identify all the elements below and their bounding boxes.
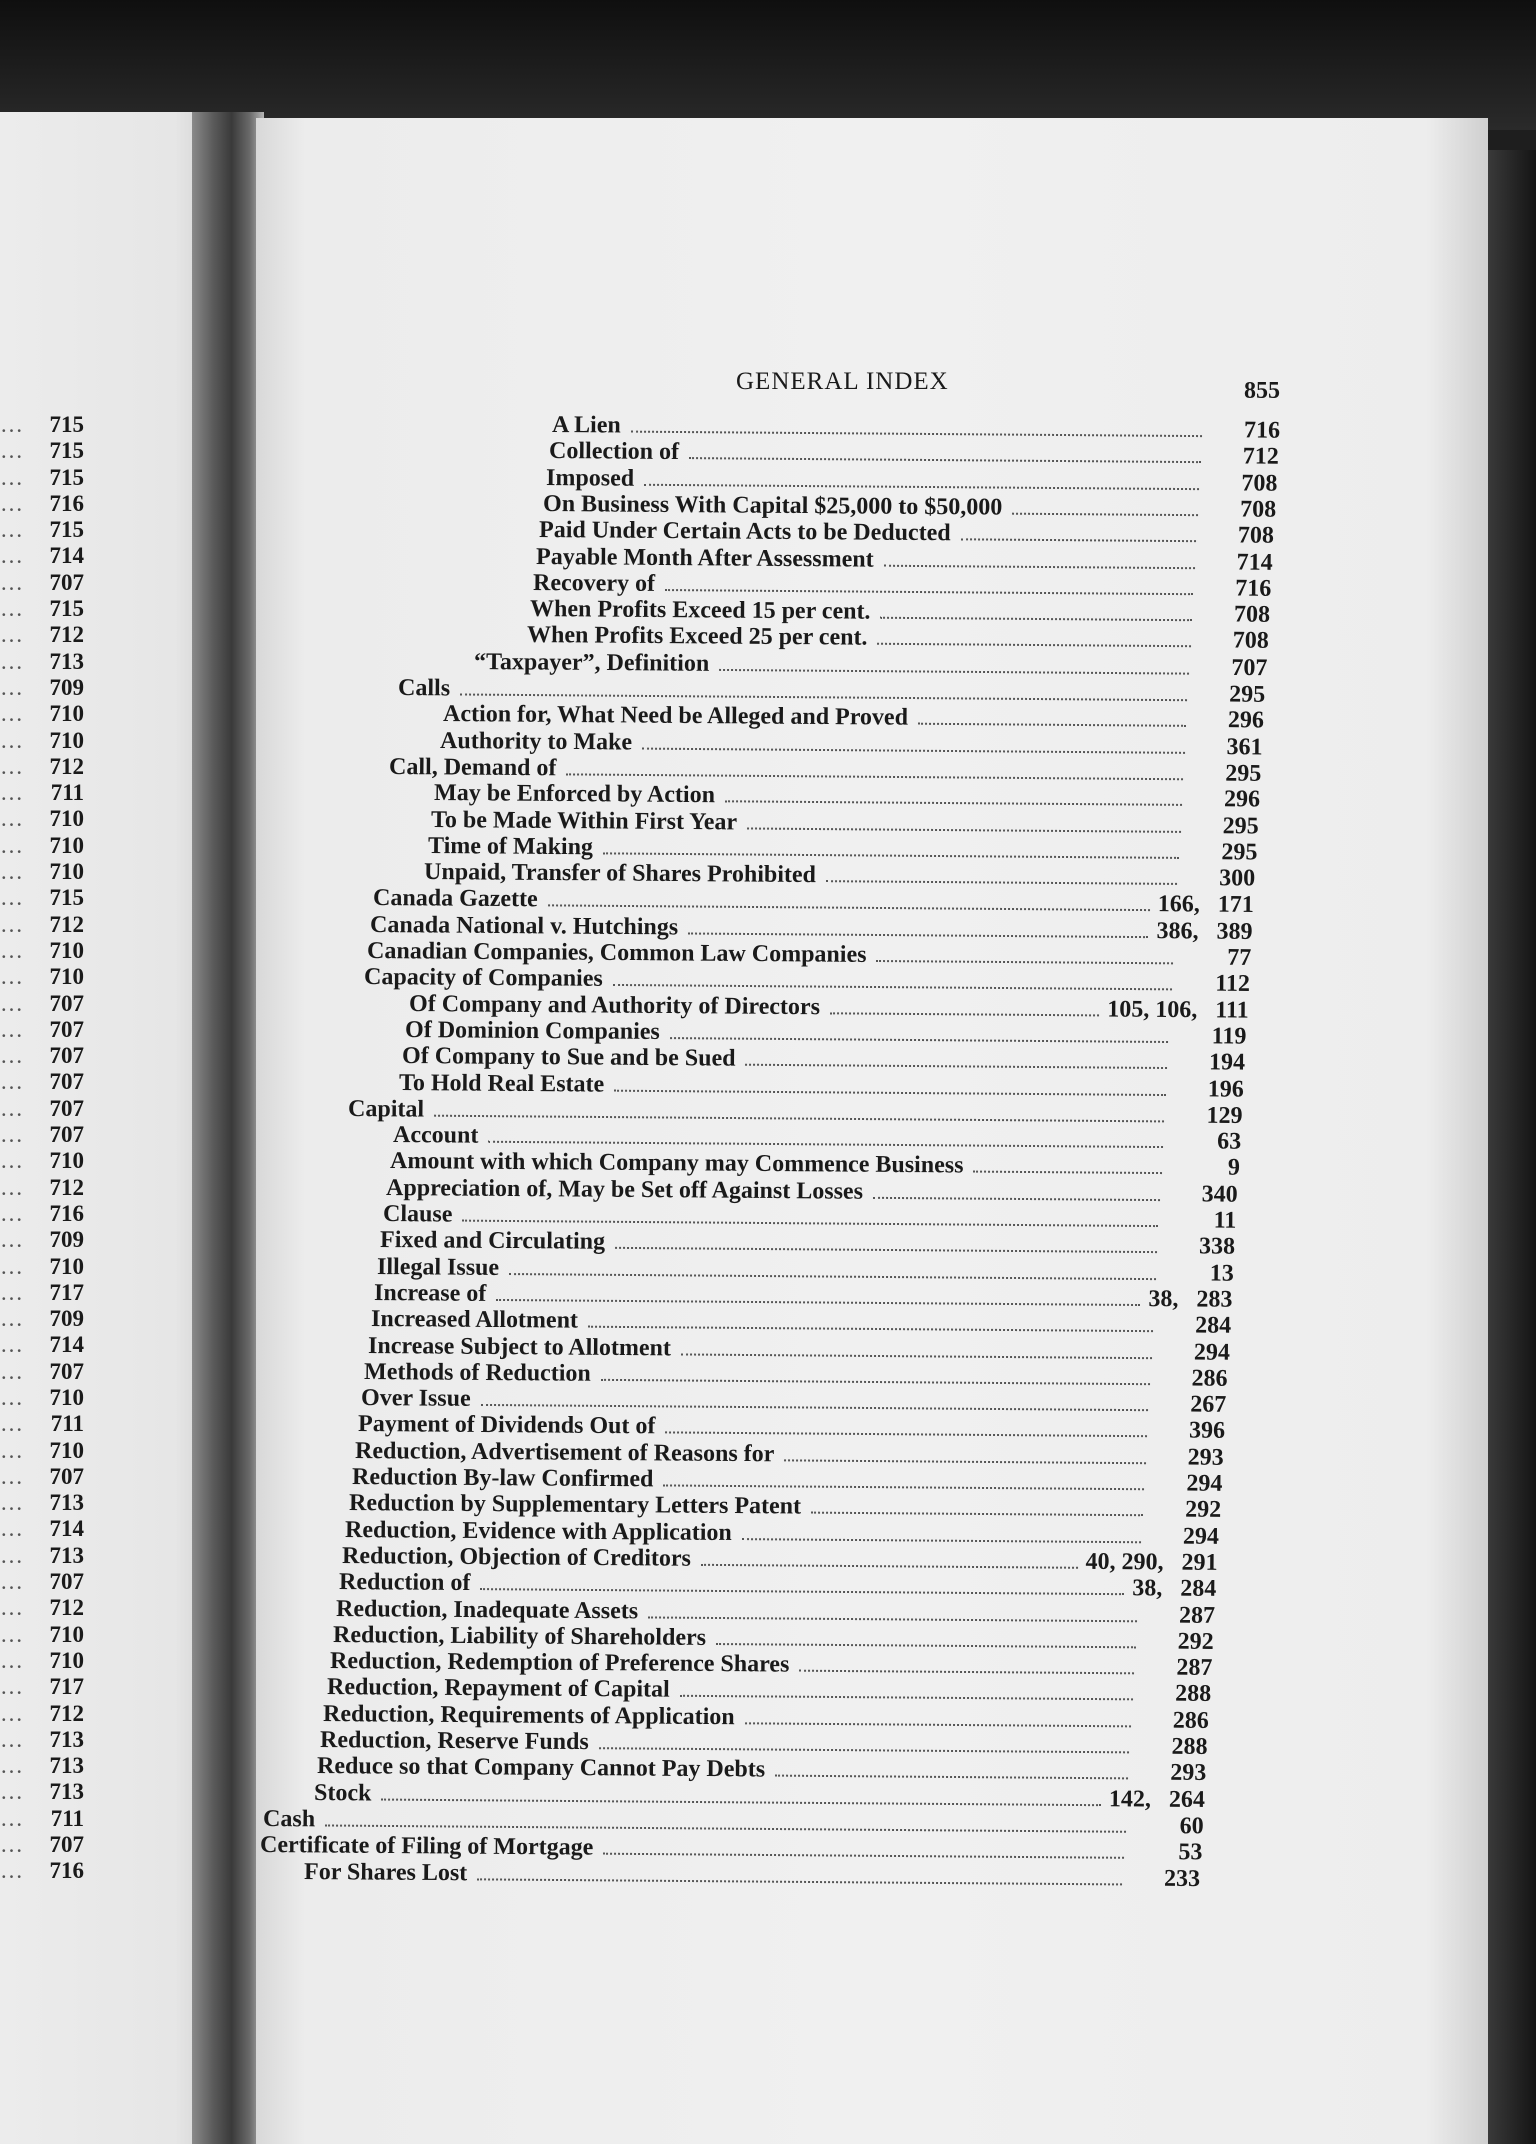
- index-term: Reduction, Objection of Creditors: [342, 1542, 692, 1572]
- dot-leader: [876, 960, 1173, 964]
- index-term: Payable Month After Assessment: [536, 543, 874, 573]
- left-page-ref: … 713: [0, 649, 84, 675]
- dot-leader: [381, 1798, 1101, 1806]
- left-page-ref: … 707: [0, 1043, 84, 1069]
- index-page-refs: 40, 290, 291: [1085, 1548, 1218, 1576]
- index-term: Recovery of: [533, 569, 656, 597]
- index-page-refs: 267: [1190, 1391, 1227, 1418]
- index-term: Methods of Reduction: [364, 1358, 592, 1387]
- index-term: Paid Under Certain Acts to be Deducted: [539, 517, 952, 547]
- dot-leader: [612, 984, 1171, 990]
- index-page-refs: 286: [1173, 1707, 1210, 1734]
- left-page-ref: … 717: [0, 1280, 84, 1306]
- index-term: Reduction, Inadequate Assets: [335, 1595, 639, 1624]
- dot-leader: [784, 1459, 1145, 1464]
- index-term: Imposed: [545, 464, 634, 492]
- dot-leader: [648, 1616, 1137, 1622]
- left-page-ref: … 710: [0, 1438, 84, 1464]
- left-page-ref: … 707: [0, 570, 84, 596]
- index-term: For Shares Lost: [304, 1858, 468, 1886]
- dot-leader: [460, 693, 1187, 701]
- left-page-ref: … 710: [0, 833, 84, 859]
- left-page-ref: … 713: [0, 1543, 84, 1569]
- index-page-refs: 294: [1193, 1338, 1230, 1366]
- dot-leader: [488, 1141, 1163, 1148]
- index-page-refs: 295: [1229, 681, 1266, 708]
- index-page-refs: 295: [1222, 812, 1259, 840]
- dot-leader: [603, 1853, 1124, 1859]
- left-page-ref: … 712: [0, 1175, 84, 1201]
- dot-leader: [742, 1538, 1141, 1543]
- dot-leader: [566, 773, 1183, 780]
- index-page-refs: 296: [1223, 786, 1260, 813]
- left-page-ref: … 712: [0, 622, 84, 648]
- left-page-ref: … 713: [0, 1727, 84, 1753]
- dot-leader: [599, 1747, 1130, 1753]
- left-page-ref: … 707: [0, 1464, 84, 1490]
- index-page-refs: 293: [1170, 1759, 1207, 1787]
- index-page-refs: 292: [1184, 1496, 1221, 1524]
- dot-leader: [663, 1484, 1144, 1490]
- index-term: Appreciation of, May be Set off Against Losses: [386, 1174, 864, 1205]
- index-page-refs: 708: [1239, 496, 1276, 523]
- index-term: Canada Gazette: [373, 885, 539, 913]
- index-term: Reduction, Requirements of Application: [323, 1700, 736, 1730]
- dot-leader: [601, 1379, 1150, 1385]
- index-term: May be Enforced by Action: [433, 780, 715, 809]
- left-page-ref: … 710: [0, 1148, 84, 1174]
- left-page-ref: … 714: [0, 543, 84, 569]
- left-page-ref: … 711: [0, 1411, 84, 1437]
- index-page-refs: 196: [1207, 1075, 1245, 1103]
- dot-leader: [961, 538, 1196, 542]
- left-page-ref: … 713: [0, 1779, 84, 1805]
- dot-leader: [873, 1197, 1160, 1201]
- dot-leader: [973, 1171, 1161, 1174]
- index-page-refs: 708: [1233, 601, 1271, 628]
- index-term: Reduction of: [339, 1569, 471, 1597]
- index-page-refs: 294: [1186, 1470, 1223, 1497]
- dot-leader: [775, 1775, 1128, 1780]
- index-term: Reduction by Supplementary Letters Patent: [348, 1490, 801, 1520]
- index-term: Unpaid, Transfer of Shares Prohibited: [424, 859, 817, 889]
- left-page-ref: … 716: [0, 1201, 84, 1227]
- left-page-ref: … 710: [0, 859, 84, 885]
- index-page-refs: 288: [1171, 1733, 1208, 1760]
- index-term: Collection of: [548, 438, 680, 466]
- index-page-refs: 60: [1179, 1813, 1204, 1840]
- left-page-ref: … 707: [0, 1017, 84, 1043]
- dot-leader: [481, 1588, 1125, 1595]
- index-page-refs: 300: [1219, 865, 1256, 892]
- index-page-refs: 286: [1191, 1365, 1229, 1392]
- left-page-ref: … 710: [0, 1254, 84, 1280]
- dot-leader: [884, 564, 1195, 568]
- dot-leader: [719, 669, 1189, 675]
- index-page-refs: 105, 106, 111: [1106, 996, 1249, 1024]
- index-term: Increase of: [373, 1279, 487, 1307]
- index-page-refs: 129: [1206, 1102, 1243, 1129]
- index-page-refs: 712: [1242, 443, 1279, 471]
- left-page-ref: … 707: [0, 1122, 84, 1148]
- left-page-ref: … 710: [0, 1648, 84, 1674]
- index-page-refs: 296: [1228, 707, 1265, 734]
- dot-leader: [826, 880, 1177, 885]
- left-page-ref: … 715: [0, 438, 84, 464]
- index-page-refs: 13: [1209, 1260, 1234, 1287]
- index-term: Reduction, Advertisement of Reasons for: [354, 1437, 775, 1467]
- index-term: Payment of Dividends Out of: [358, 1411, 656, 1440]
- index-term: Reduce so that Company Cannot Pay Debts: [317, 1753, 766, 1783]
- index-term: Capital: [347, 1095, 425, 1123]
- dot-leader: [918, 723, 1186, 727]
- left-page-ref: … 716: [0, 1858, 84, 1884]
- dot-leader: [434, 1114, 1164, 1122]
- index-page-refs: 119: [1212, 1023, 1247, 1050]
- index-term: Of Company and Authority of Directors: [408, 990, 820, 1020]
- left-page-ref: … 710: [0, 964, 84, 990]
- left-page-ref: … 709: [0, 675, 84, 701]
- dot-leader: [642, 747, 1185, 753]
- left-page-ref: … 710: [0, 728, 84, 754]
- left-page-ref: … 707: [0, 1069, 84, 1095]
- index-page-refs: 714: [1236, 549, 1273, 576]
- dot-leader: [688, 932, 1148, 938]
- index-term: Increase Subject to Allotment: [367, 1332, 671, 1361]
- dot-leader: [679, 1695, 1132, 1701]
- left-page-ref: … 711: [0, 780, 84, 806]
- index-page-refs: 716: [1243, 417, 1281, 444]
- dot-leader: [463, 1220, 1159, 1227]
- index-page-refs: 77: [1227, 944, 1252, 971]
- index-term: Illegal Issue: [377, 1253, 500, 1281]
- dot-leader: [481, 1404, 1149, 1411]
- index-term: Increased Allotment: [370, 1306, 578, 1334]
- index-page-refs: 38, 283: [1148, 1285, 1233, 1313]
- index-term: Calls: [398, 675, 451, 702]
- index-term: Capacity of Companies: [363, 964, 603, 993]
- left-page-ref: … 712: [0, 1595, 84, 1621]
- dot-leader: [665, 589, 1193, 595]
- index-term: Of Dominion Companies: [405, 1016, 661, 1045]
- index-term: Call, Demand of: [388, 753, 557, 782]
- index-term: Authority to Make: [440, 727, 633, 756]
- dot-leader: [680, 1353, 1151, 1359]
- index-page-refs: 194: [1209, 1049, 1246, 1076]
- left-page-ref: … 707: [0, 991, 84, 1017]
- index-term: Reduction, Reserve Funds: [320, 1727, 590, 1756]
- dot-leader: [829, 1012, 1098, 1016]
- left-page-ref: … 707: [0, 1096, 84, 1122]
- left-page-ref: … 712: [0, 754, 84, 780]
- index-term: To be Made Within First Year: [430, 806, 737, 835]
- left-page-ref: … 715: [0, 885, 84, 911]
- left-page-ref: … 716: [0, 491, 84, 517]
- dot-leader: [588, 1326, 1153, 1332]
- index-page-refs: 295: [1225, 760, 1262, 787]
- left-page-ref: … 714: [0, 1332, 84, 1358]
- left-page-ref: … 712: [0, 1701, 84, 1727]
- dot-leader: [701, 1564, 1078, 1569]
- left-page-ref: … 715: [0, 517, 84, 543]
- left-page-ref: … 714: [0, 1516, 84, 1542]
- index-page-refs: 292: [1177, 1628, 1214, 1655]
- index-page-refs: 284: [1194, 1312, 1231, 1339]
- dot-leader: [725, 800, 1182, 806]
- index-term: Canada National v. Hutchings: [370, 911, 679, 941]
- dot-leader: [509, 1273, 1156, 1280]
- dot-leader: [631, 431, 1202, 437]
- index-term: Amount with which Company may Commence Business: [389, 1148, 964, 1179]
- left-page-ref: … 710: [0, 938, 84, 964]
- dot-leader: [614, 1089, 1166, 1095]
- dot-leader: [746, 1064, 1168, 1069]
- index-term: Stock: [313, 1779, 372, 1807]
- index-term: Fixed and Circulating: [380, 1227, 606, 1256]
- index-page-refs: 340: [1202, 1181, 1239, 1208]
- index-term: A Lien: [552, 412, 621, 439]
- index-page-refs: 386, 389: [1156, 917, 1253, 945]
- dot-leader: [615, 1247, 1157, 1253]
- left-page-ref: … 710: [0, 806, 84, 832]
- index-term: Canadian Companies, Common Law Companies: [366, 938, 867, 968]
- index-term: Reduction, Liability of Shareholders: [332, 1621, 706, 1651]
- index-page-refs: 361: [1226, 733, 1263, 761]
- dot-leader: [644, 483, 1199, 489]
- index-page-refs: 38, 284: [1132, 1575, 1217, 1603]
- index-term: Cash: [262, 1805, 315, 1833]
- dot-leader: [877, 643, 1190, 647]
- dot-leader: [478, 1878, 1123, 1885]
- left-page-ref: … 710: [0, 701, 84, 727]
- index-page-refs: 338: [1199, 1233, 1236, 1261]
- index-term: Reduction, Redemption of Preference Shares: [329, 1648, 790, 1678]
- index-page-refs: 708: [1241, 470, 1278, 497]
- left-page-ref: … 707: [0, 1832, 84, 1858]
- left-page-ref: … 715: [0, 412, 84, 438]
- left-page-ref: … 711: [0, 1806, 84, 1832]
- index-page-refs: 287: [1178, 1602, 1216, 1629]
- dot-leader: [496, 1299, 1140, 1306]
- index-term: Reduction By-law Confirmed: [351, 1464, 654, 1493]
- index-term: Reduction, Evidence with Application: [345, 1516, 733, 1546]
- index-page-refs: 63: [1216, 1128, 1242, 1155]
- index-page-refs: 142, 264: [1108, 1785, 1205, 1813]
- index-term: When Profits Exceed 25 per cent.: [526, 622, 868, 652]
- dot-leader: [811, 1512, 1143, 1517]
- index-page-refs: 53: [1177, 1839, 1203, 1866]
- dot-leader: [1012, 513, 1198, 516]
- index-page-refs: 708: [1238, 522, 1275, 549]
- dot-leader: [799, 1670, 1134, 1675]
- left-page-ref: … 710: [0, 1622, 84, 1648]
- index-page-refs: 288: [1174, 1681, 1211, 1708]
- left-page-ref: … 707: [0, 1359, 84, 1385]
- index-page-refs: 294: [1183, 1523, 1220, 1550]
- left-page-ref: … 713: [0, 1753, 84, 1779]
- index-term: Of Company to Sue and be Sued: [402, 1043, 736, 1072]
- index-page-refs: 396: [1188, 1417, 1226, 1445]
- left-page-ref: … 710: [0, 1385, 84, 1411]
- index-page-refs: 716: [1235, 575, 1272, 602]
- dot-leader: [602, 852, 1178, 859]
- dot-leader: [716, 1643, 1136, 1648]
- page-number: 855: [1244, 378, 1280, 404]
- index-page-refs: 293: [1187, 1444, 1224, 1471]
- dot-leader: [880, 617, 1192, 621]
- index-page-refs: 166, 171: [1157, 891, 1255, 919]
- index-page-refs: 295: [1220, 839, 1258, 866]
- dot-leader: [548, 905, 1150, 912]
- left-page-ref: … 715: [0, 465, 84, 491]
- index-term: When Profits Exceed 15 per cent.: [529, 596, 871, 625]
- running-header: GENERAL INDEX: [736, 368, 949, 395]
- index-page-refs: 11: [1213, 1207, 1237, 1234]
- dot-leader: [747, 827, 1181, 832]
- index-term: Reduction, Repayment of Capital: [326, 1674, 670, 1704]
- index-page-refs: 707: [1230, 654, 1268, 681]
- left-page-ref: … 715: [0, 596, 84, 622]
- index-term: “Taxpayer”, Definition: [473, 648, 709, 677]
- index-term: Action for, What Need be Alleged and Proved: [443, 701, 909, 731]
- left-page-ref: … 713: [0, 1490, 84, 1516]
- index-term: On Business With Capital $25,000 to $50,000: [542, 490, 1002, 521]
- dot-leader: [325, 1824, 1126, 1832]
- dot-leader: [670, 1037, 1169, 1043]
- index-page-refs: 287: [1175, 1654, 1213, 1682]
- left-page-ref: … 717: [0, 1674, 84, 1700]
- index-page-refs: 9: [1227, 1154, 1240, 1182]
- dot-leader: [745, 1722, 1131, 1727]
- index-page-refs: 233: [1164, 1865, 1201, 1892]
- dot-leader: [665, 1432, 1147, 1438]
- index-term: To Hold Real Estate: [399, 1069, 605, 1098]
- left-page-ref: … 709: [0, 1227, 84, 1253]
- index-page-refs: 708: [1232, 627, 1269, 655]
- index-page-refs: 112: [1214, 970, 1250, 998]
- index-term: Certificate of Filing of Mortgage: [259, 1832, 593, 1861]
- left-page-ref: … 707: [0, 1569, 84, 1595]
- index-term: Time of Making: [427, 832, 593, 861]
- left-page-ref: … 712: [0, 912, 84, 938]
- dot-leader: [689, 457, 1201, 463]
- index-term: Clause: [383, 1201, 453, 1228]
- left-page-ref: … 709: [0, 1306, 84, 1332]
- index-term: Account: [392, 1122, 479, 1149]
- index-term: Over Issue: [361, 1385, 471, 1412]
